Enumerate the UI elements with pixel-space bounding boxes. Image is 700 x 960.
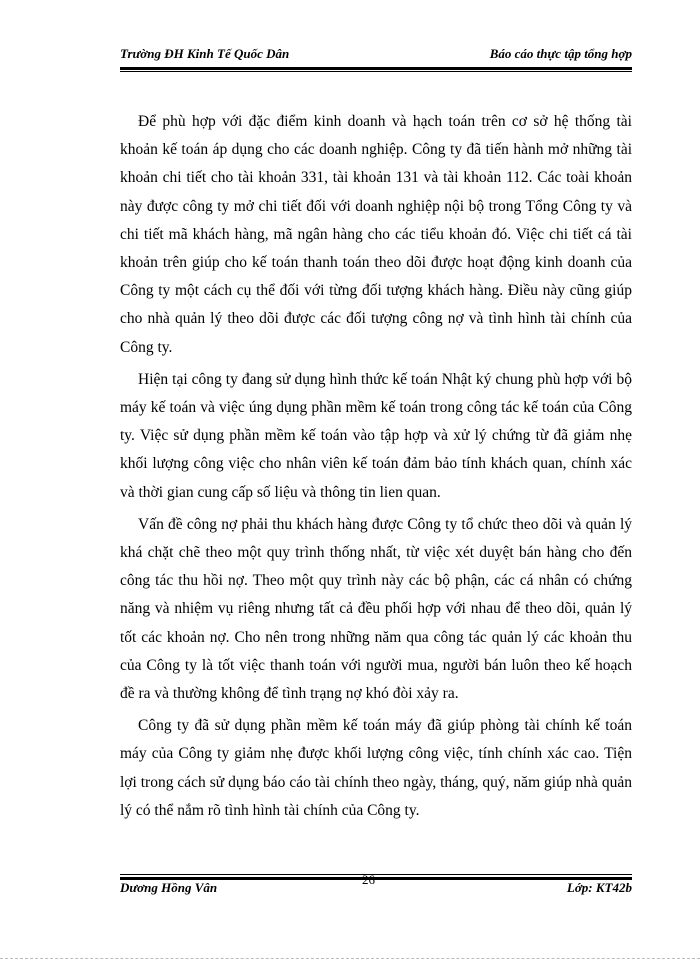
paragraph-2: Hiện tại công ty đang sử dụng hình thức kế toán Nhật ký chung phù hợp với bộ máy kế toán và việc úng dụng phần mềm kế toán trong công tác kế toán của Công ty. Việc sử dụng phần mềm kế toán vào tập hợp và xử lý chứng từ đã giảm nhẹ khối lượng công việc cho nhân viên kế toán đảm bảo tính khách quan, chính xác và thời gian cung cấp số liệu và thông tin lien quan. [120, 370, 632, 501]
footer-author: Dương Hồng Vân [120, 880, 218, 895]
document-body [120, 108, 632, 829]
page-footer [120, 880, 632, 900]
header-rule-thin [120, 71, 632, 72]
header-report-title: Báo cáo thực tập tổng hợp [489, 46, 632, 61]
page-header [120, 46, 632, 66]
paragraph-1: Để phù hợp với đặc điểm kinh doanh và hạch toán trên cơ sở hệ thống tài khoản kế toán áp dụng cho các doanh nghiệp. Công ty đã tiến hành mở những tài khoản chi tiết cho tài khoản 331, tài khoản 131 và tài khoản 112. Các toài khoản này được công ty mở chi tiết đối với doanh nghiệp nội bộ trong Tổng Công ty và chi tiết mã khách hàng, mã ngân hàng cho các tiểu khoản đó. Việc chi tiết cá tài khoản trên giúp cho kế toán thanh toán theo dõi được hoạt động kinh doanh của Công ty một cách cụ thể đối với từng đối tượng khách hàng. Điều này cũng giúp cho nhà quản lý theo dõi được các đối tượng công nợ và tình hình tài chính của Công ty. [120, 113, 632, 356]
header-school: Trường ĐH Kinh Tế Quốc Dân [120, 46, 290, 61]
header-rule-thick [120, 67, 632, 70]
paragraph-4: Công ty đã sử dụng phần mềm kế toán máy đã giúp phòng tài chính kế toán máy của Công ty giảm nhẹ được khối lượng công việc, tính chính xác cao. Tiện lợi trong cách sử dụng báo cáo tài chính theo ngày, tháng, quý, năm giúp nhà quản lý có thể nắm rõ tình hình tài chính của Công ty. [120, 717, 632, 819]
footer-rule-thin [120, 874, 632, 875]
page-edge-divider [0, 958, 700, 959]
paragraph-3: Vấn đề công nợ phải thu khách hàng được Công ty tổ chức theo dõi và quản lý khá chặt chẽ theo một quy trình thống nhất, từ việc xét duyệt bán hàng cho đến công tác thu hồi nợ. Theo một quy trình này các bộ phận, các cá nhân có chứng năng và nhiệm vụ riêng nhưng tất cả đều phối hợp với nhau để theo dõi, quản lý tốt các khoản nợ. Cho nên trong những năm qua công tác quản lý các khoản thu của Công ty là tốt việc thanh toán với người mua, người bán luôn theo kế hoạch đề ra và thường không để tình trạng nợ khó đòi xảy ra. [120, 515, 632, 703]
page-number: 26 [362, 872, 375, 887]
footer-class: Lớp: KT42b [566, 880, 632, 895]
